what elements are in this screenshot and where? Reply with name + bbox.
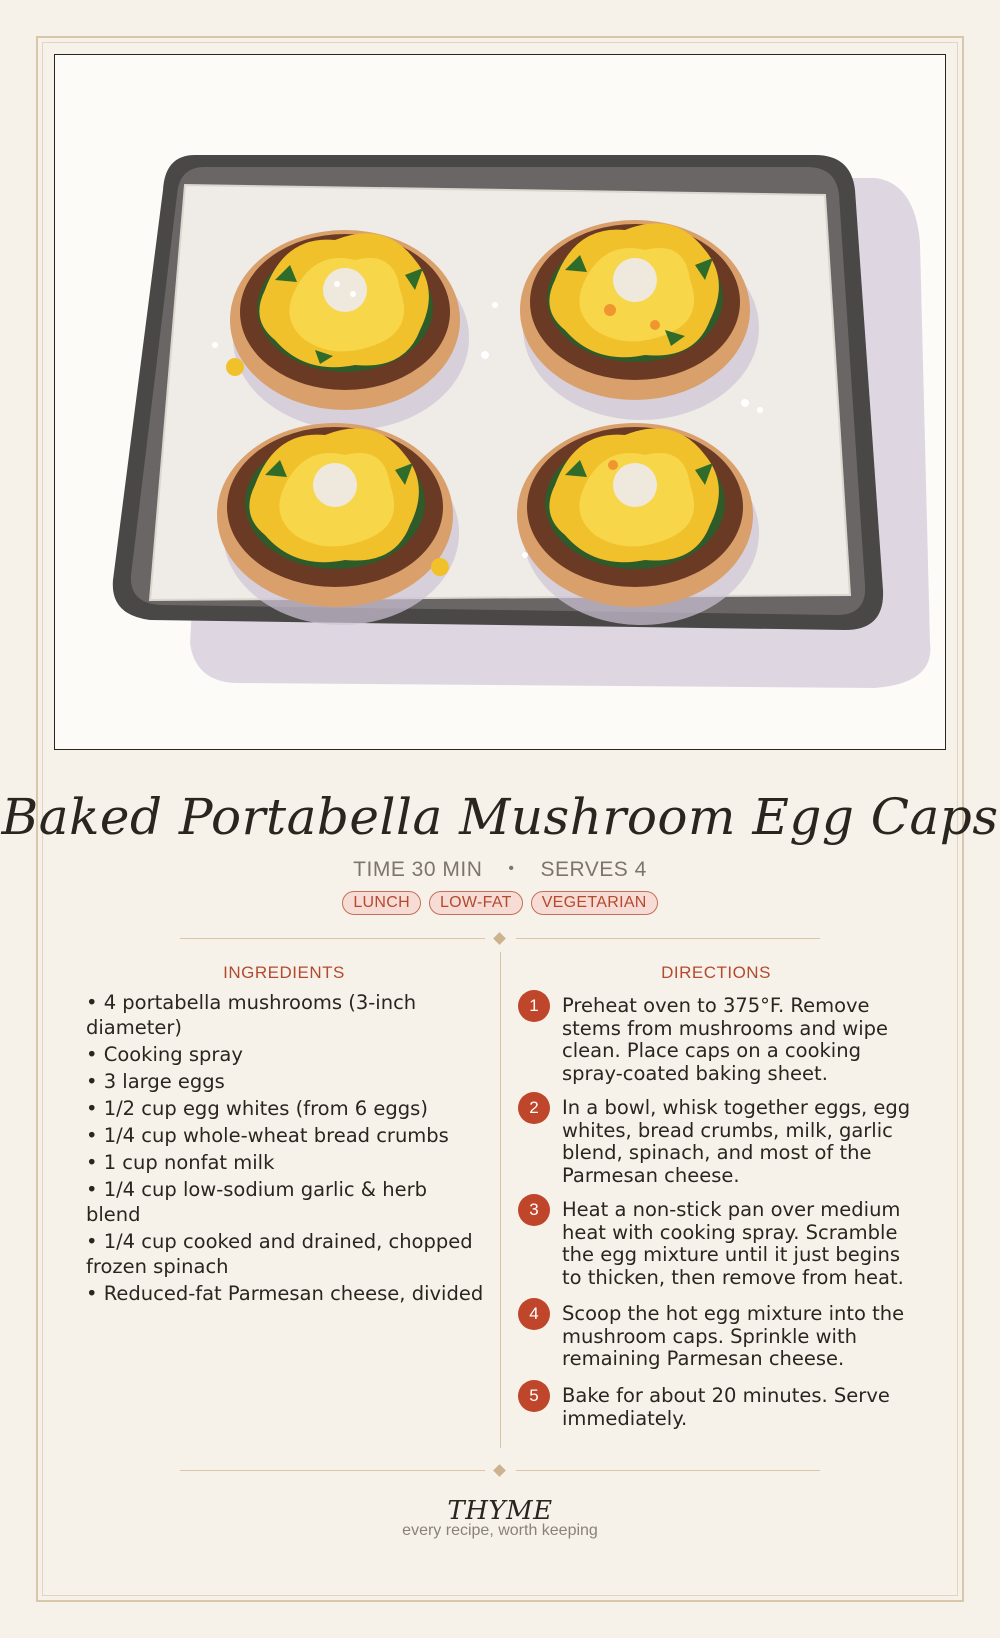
- step-number: 5: [518, 1380, 550, 1412]
- directions-heading: DIRECTIONS: [661, 963, 771, 982]
- bottom-divider-left: [180, 1470, 485, 1471]
- step-text: Heat a non-stick pan over medium heat with cooking spray. Scramble the egg mixture until it just begins to thicken, then remove from heat.: [562, 1198, 904, 1289]
- step-number: 3: [518, 1194, 550, 1226]
- brand-tagline: every recipe, worth keeping: [402, 1522, 598, 1539]
- column-divider: [500, 952, 501, 1448]
- step-text: Bake for about 20 minutes. Serve immediately.: [562, 1384, 890, 1430]
- cook-time: TIME 30 MIN: [353, 858, 483, 881]
- servings: SERVES 4: [540, 858, 647, 881]
- ingredients-heading: INGREDIENTS: [223, 963, 345, 982]
- meta-separator: •: [508, 860, 515, 877]
- tag-low-fat[interactable]: LOW-FAT: [429, 891, 523, 915]
- ingredient-item: • 1/4 cup low-sodium garlic & herb blend: [86, 1178, 427, 1226]
- ingredient-item: • 1 cup nonfat milk: [86, 1151, 275, 1174]
- step-text: Scoop the hot egg mixture into the mushroom caps. Sprinkle with remaining Parmesan cheese.: [562, 1302, 905, 1370]
- ingredient-item: • 4 portabella mushrooms (3-inch diameter): [86, 991, 417, 1039]
- recipe-title: Baked Portabella Mushroom Egg Caps: [1, 788, 999, 846]
- top-divider-left: [180, 938, 485, 939]
- top-divider-right: [516, 938, 820, 939]
- step-number: 2: [518, 1092, 550, 1124]
- brand-name: THYME: [447, 1496, 553, 1526]
- step-text: In a bowl, whisk together eggs, egg whites, bread crumbs, milk, garlic blend, spinach, and most of the Parmesan cheese.: [562, 1096, 911, 1187]
- recipe-illustration: [54, 54, 946, 750]
- step-number: 1: [518, 990, 550, 1022]
- ingredient-item: • Reduced-fat Parmesan cheese, divided: [86, 1282, 484, 1305]
- tag-list: [0, 891, 1000, 915]
- ingredient-item: • 1/4 cup whole-wheat bread crumbs: [86, 1124, 449, 1147]
- tag-vegetarian[interactable]: VEGETARIAN: [531, 891, 658, 915]
- ingredient-item: • 1/4 cup cooked and drained, chopped frozen spinach: [86, 1230, 473, 1278]
- bottom-divider-right: [516, 1470, 820, 1471]
- ingredient-item: • Cooking spray: [86, 1043, 243, 1066]
- ingredients-list: [86, 990, 486, 1308]
- ingredient-item: • 3 large eggs: [86, 1070, 225, 1093]
- tag-lunch[interactable]: LUNCH: [342, 891, 421, 915]
- recipe-meta: [0, 858, 1000, 882]
- step-text: Preheat oven to 375°F. Remove stems from mushrooms and wipe clean. Place caps on a cooking spray-coated baking sheet.: [562, 994, 889, 1085]
- step-number: 4: [518, 1298, 550, 1330]
- ingredient-item: • 1/2 cup egg whites (from 6 eggs): [86, 1097, 428, 1120]
